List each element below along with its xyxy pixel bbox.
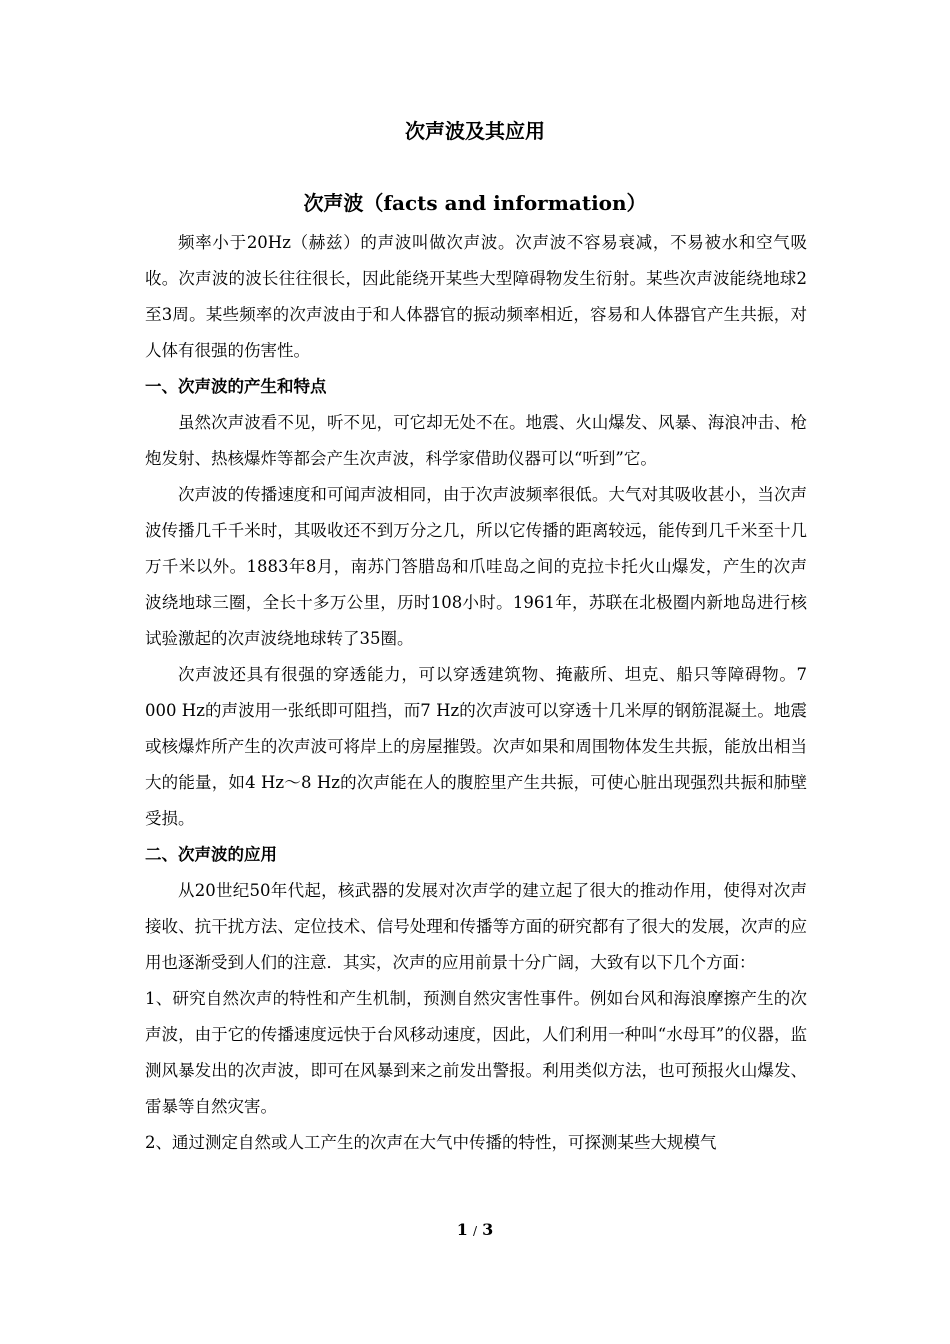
document-title: 次声波及其应用 xyxy=(405,119,545,143)
page-separator: / xyxy=(472,1224,478,1238)
paragraph-history: 从20世纪50年代起，核武器的发展对次声学的建立起了很大的推动作用，使得对次声接收、抗干扰方法、定位技术、信号处理和传播等方面的研究都有了很大的发展，次声的应用也逐渐受到人们的注意．其实，次声的应用前景十分广阔，大致有以下几个方面： xyxy=(145,881,807,972)
document-subtitle: 次声波（facts and information） xyxy=(303,191,647,215)
page-current: 1 xyxy=(456,1220,468,1239)
paragraph-ubiquity: 虽然次声波看不见，听不见，可它却无处不在。地震、火山爆发、风暴、海浪冲击、枪炮发射、热核爆炸等都会产生次声波，科学家借助仪器可以“听到”它。 xyxy=(145,413,807,468)
list-item-forecasting: 1、研究自然次声的特性和产生机制，预测自然灾害性事件。例如台风和海浪摩擦产生的次声波，由于它的传播速度远快于台风移动速度，因此，人们利用一种叫“水母耳”的仪器，监测风暴发出的次声波，即可在风暴到来之前发出警报。利用类似方法，也可预报火山爆发、雷暴等自然灾害。 xyxy=(145,989,807,1116)
paragraph-propagation: 次声波的传播速度和可闻声波相同，由于次声波频率很低。大气对其吸收甚小，当次声波传播几千千米时，其吸收还不到万分之几，所以它传播的距离较远，能传到几千米至十几万千米以外。1883年8月，南苏门答腊岛和爪哇岛之间的克拉卡托火山爆发，产生的次声波绕地球三圈，全长十多万公里，历时108小时。1961年，苏联在北极圈内新地岛进行核试验激起的次声波绕地球转了35圈。 xyxy=(145,485,807,648)
page-number xyxy=(0,1220,950,1241)
page-total: 3 xyxy=(482,1220,494,1239)
section-heading-applications: 二、次声波的应用 xyxy=(145,845,277,864)
document-body xyxy=(145,225,807,1161)
paragraph-intro: 频率小于20Hz（赫兹）的声波叫做次声波。次声波不容易衰减，不易被水和空气吸收。次声波的波长往往很长，因此能绕开某些大型障碍物发生衍射。某些次声波能绕地球2至3周。某些频率的次声波由于和人体器官的振动频率相近，容易和人体器官产生共振，对人体有很强的伤害性。 xyxy=(145,233,807,360)
list-item-atmosphere: 2、通过测定自然或人工产生的次声在大气中传播的特性，可探测某些大规模气 xyxy=(145,1133,717,1152)
paragraph-penetration: 次声波还具有很强的穿透能力，可以穿透建筑物、掩蔽所、坦克、船只等障碍物。7 000 Hz的声波用一张纸即可阻挡，而7 Hz的次声波可以穿透十几米厚的钢筋混凝土。地震或核爆炸所产生的次声波可将岸上的房屋摧毁。次声如果和周围物体发生共振，能放出相当大的能量，如4 Hz～8 Hz的次声能在人的腹腔里产生共振，可使心脏出现强烈共振和肺壁受损。 xyxy=(145,665,807,828)
section-heading-generation: 一、次声波的产生和特点 xyxy=(145,377,327,396)
